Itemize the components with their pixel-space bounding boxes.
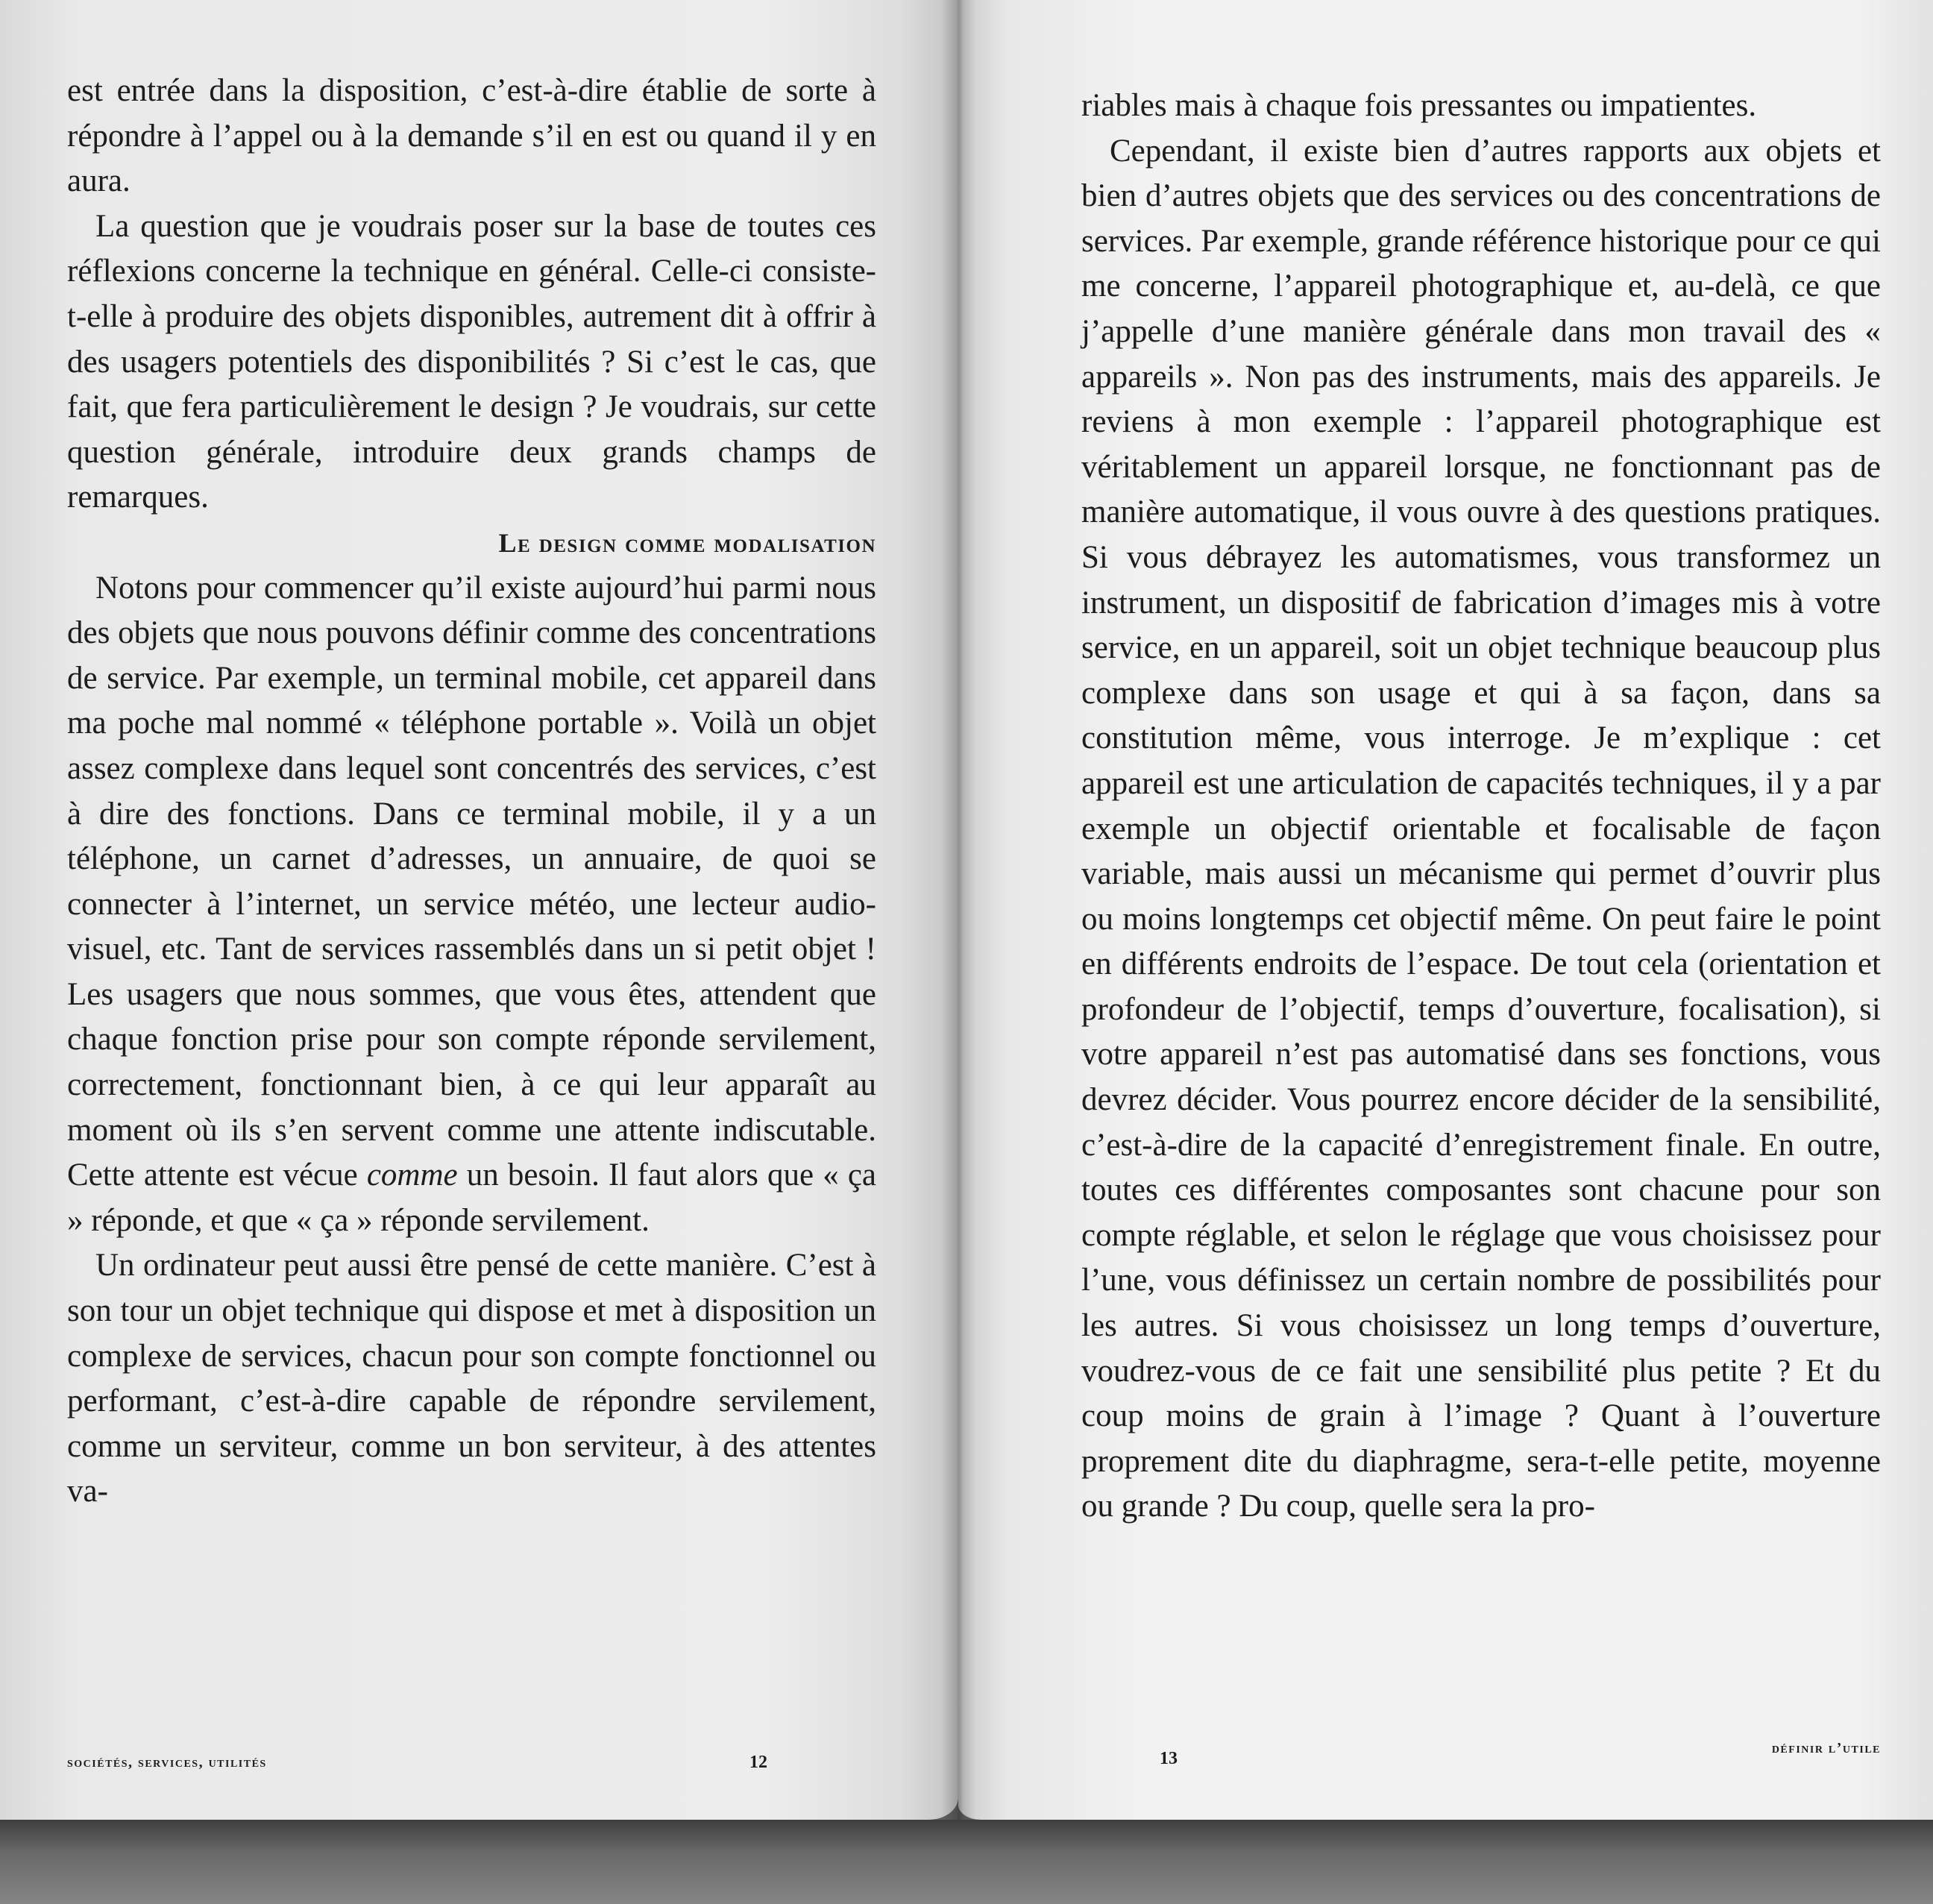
section-heading: Le design comme modalisation <box>498 527 876 558</box>
paragraph-text: Notons pour commencer qu’il existe aujourd’hui parmi nous des objets que nous pouvons définir comme des concentrations de service. Par exemple, un terminal mobile, cet appareil dans ma poche mal nommé « téléphone portable ». Voilà un objet assez complexe dans lequel sont concentrés des services, c’est à dire des fonctions. Dans ce terminal mobile, il y a un téléphone, un carnet d’adresses, un annuaire, de quoi se connecter à l’internet, un service météo, une lecteur audio-visuel, etc. Tant de services rassemblés dans un si petit objet ! Les usagers que nous sommes, que vous êtes, attendent que chaque fonction prise pour son compte réponde servilement, correctement, fonctionnant bien, à ce qui leur apparaît au moment où ils s’en servent comme une attente indiscutable. Cette attente est vécue <box>67 570 876 1193</box>
running-head: sociétés, services, utilités <box>67 1754 267 1771</box>
emphasis-word: comme <box>366 1157 458 1193</box>
left-page-text <box>67 69 876 1515</box>
page-number: 12 <box>749 1753 767 1772</box>
paragraph: est entrée dans la disposition, c’est-à-dire établie de sorte à répondre à l’appel ou à la demande s’il en est ou quand il y en aura. <box>67 73 876 199</box>
paragraph: Cependant, il existe bien d’autres rapports aux objets et bien d’autres objets que des services ou des concentrations de services. Par exemple, grande référence historique pour ce qui me concerne, l’appareil photographique et, au-delà, ce que j’appelle d’une manière générale dans mon travail des « appareils ». Non pas des instruments, mais des appareils. Je reviens à mon exemple : l’appareil photographique est véritablement un appareil lorsque, ne fonctionnant pas de manière automatique, il vous ouvre à des questions pratiques. Si vous débrayez les automatismes, vous transformez un instrument, un dispositif de fabrication d’images mis à votre service, en un appareil, soit un objet technique beaucoup plus complexe dans son usage et qui à sa façon, dans sa constitution même, vous interroge. Je m’explique : cet appareil est une articulation de capacités techniques, il y a par exemple un objectif orientable et focalisable de façon variable, mais aussi un mécanisme qui permet d’ouvrir plus ou moins longtemps cet objectif même. On peut faire le point en différents endroits de l’espace. De tout cela (orientation et profondeur de l’objectif, temps d’ouverture, focalisation), si votre appareil n’est pas automatisé dans ses fonctions, vous devrez décider. Vous pourrez encore décider de la sensibilité, c’est-à-dire de la capacité d’enregistrement finale. En outre, toutes ces différentes composantes sont chacune pour son compte réglable, et selon le réglage que vous choisissez pour l’une, vous définissez un certain nombre de possibilités pour les autres. Si vous choisissez un long temps d’ouverture, voudrez-vous de ce fait une sensibilité plus petite ? Et du coup moins de grain à l’image ? Quant à l’ouverture proprement dite du diaphragme, sera-t-elle petite, moyenne ou grande ? Du coup, quelle sera la pro- <box>1081 133 1881 1524</box>
paragraph: Un ordinateur peut aussi être pensé de cette manière. C’est à son tour un objet technique qui dispose et met à disposition un complexe de services, chacun pour son compte fonctionnel ou performant, c’est-à-dire capable de répondre servilement, comme un serviteur, comme un bon serviteur, à des attentes va- <box>67 1248 876 1509</box>
running-head: définir l’utile <box>1771 1740 1881 1756</box>
paragraph <box>67 566 876 1244</box>
right-page <box>958 0 1933 1820</box>
left-page <box>0 0 958 1820</box>
page-number: 13 <box>1160 1749 1178 1768</box>
right-page-text <box>1081 84 1881 1530</box>
table-surface <box>0 1820 1933 1904</box>
paragraph-tail: un besoin. Il faut alors que « ça » réponde, et que « ça » réponde servilement. <box>67 1157 877 1238</box>
paragraph: La question que je voudrais poser sur la base de toutes ces réflexions concerne la technique en général. Celle-ci consiste-t-elle à produire des objets disponibles, autrement dit à offrir à des usagers potentiels des disponibilités ? Si c’est le cas, que fait, que fera particulièrement le design ? Je voudrais, sur cette question générale, introduire deux grands champs de remarques. <box>67 208 876 515</box>
paragraph: riables mais à chaque fois pressantes ou impatientes. <box>1081 88 1757 123</box>
